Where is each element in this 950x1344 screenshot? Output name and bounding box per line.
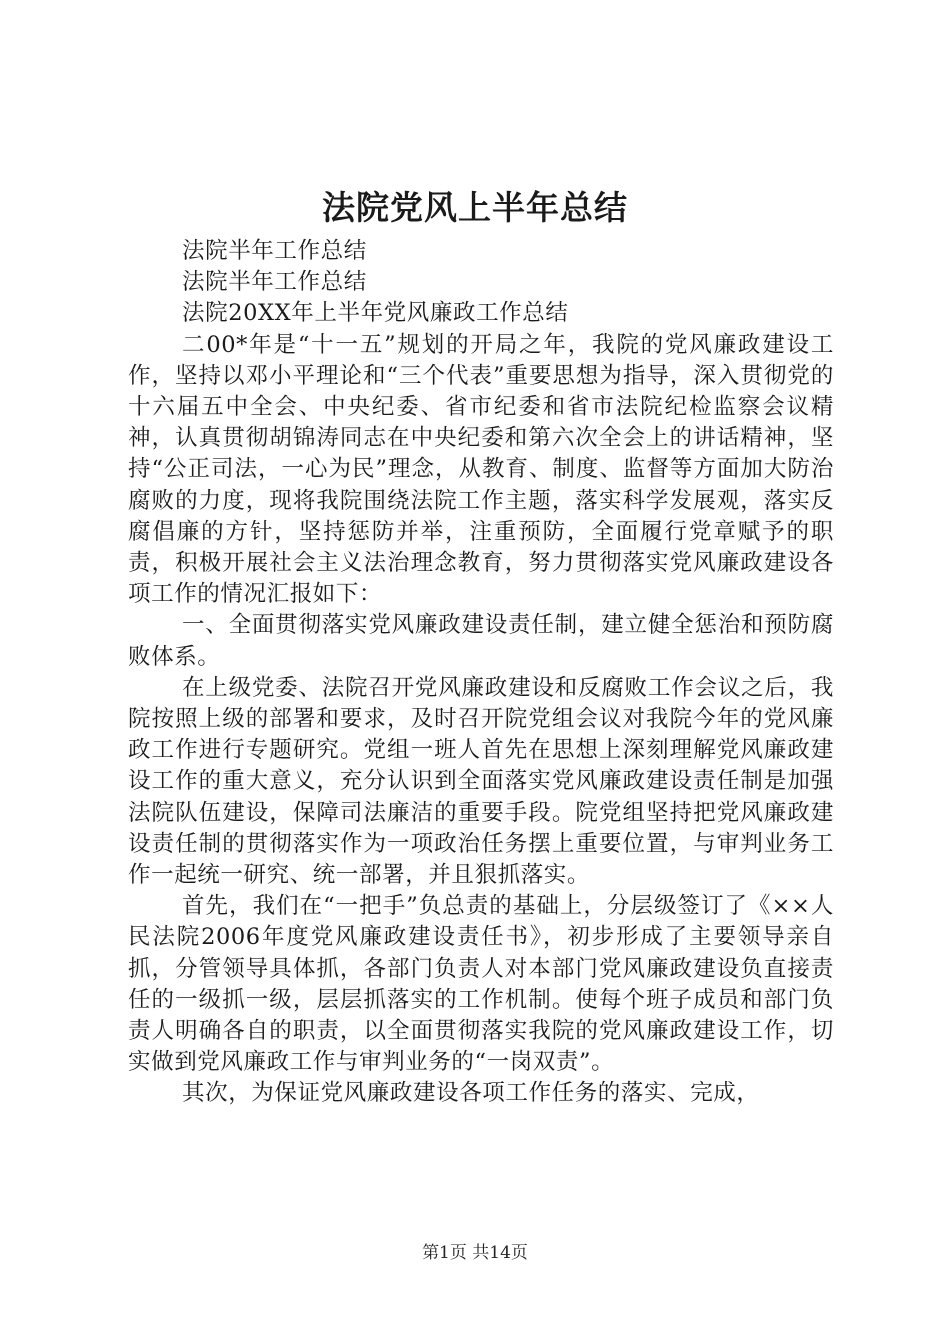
paragraph-intro: 二00*年是“十一五”规划的开局之年，我院的党风廉政建设工作，坚持以邓小平理论和“三个代表”重要思想为指导，深入贯彻党的十六届五中全会、中央纪委、省市纪委和省市法院纪检监察会议精神，认真贯彻胡锦涛同志在中央纪委和第六次全会上的讲话精神，坚持“公正司法，一心为民”理念，从教育、制度、监督等方面加大防治腐败的力度，现将我院围绕法院工作主题，落实科学发展观，落实反腐倡廉的方针，坚持惩防并举，注重预防，全面履行党章赋予的职责，积极开展社会主义法治理念教育，努力贯彻落实党风廉政建设各项工作的情况汇报如下：	[128, 331, 834, 608]
page-number-footer: 第1页 共14页	[422, 1243, 528, 1263]
document-title: 法院党风上半年总结	[322, 188, 628, 227]
document-body	[128, 236, 834, 1110]
paragraph-body-1: 在上级党委、法院召开党风廉政建设和反腐败工作会议之后，我院按照上级的部署和要求，及时召开院党组会议对我院今年的党风廉政工作进行专题研究。党组一班人首先在思想上深刻理解党风廉政建设工作的重大意义，充分认识到全面落实党风廉政建设责任制是加强法院队伍建设，保障司法廉洁的重要手段。院党组坚持把党风廉政建设责任制的贯彻落实作为一项政治任务摆上重要位置，与审判业务工作一起统一研究、统一部署，并且狠抓落实。	[128, 674, 834, 889]
paragraph-subtitle-2: 法院半年工作总结	[182, 269, 367, 296]
paragraph-subtitle-1: 法院半年工作总结	[182, 238, 367, 264]
paragraph-body-3: 其次，为保证党风廉政建设各项工作任务的落实、完成，	[182, 1080, 760, 1107]
paragraph-subtitle-3: 法院20XX年上半年党风廉政工作总结	[182, 300, 569, 327]
paragraph-body-2: 首先，我们在“一把手”负总责的基础上，分层级签订了《××人民法院2006年度党风廉政建设责任书》，初步形成了主要领导亲自抓，分管领导具体抓，各部门负责人对本部门党风廉政建设负直接责任的一级抓一级，层层抓落实的工作机制。使每个班子成员和部门负责人明确各自的职责，以全面贯彻落实我院的党风廉政建设工作，切实做到党风廉政工作与审判业务的“一岗双责”。	[128, 893, 834, 1076]
paragraph-section-heading: 一、全面贯彻落实党风廉政建设责任制，建立健全惩治和预防腐败体系。	[128, 612, 834, 670]
